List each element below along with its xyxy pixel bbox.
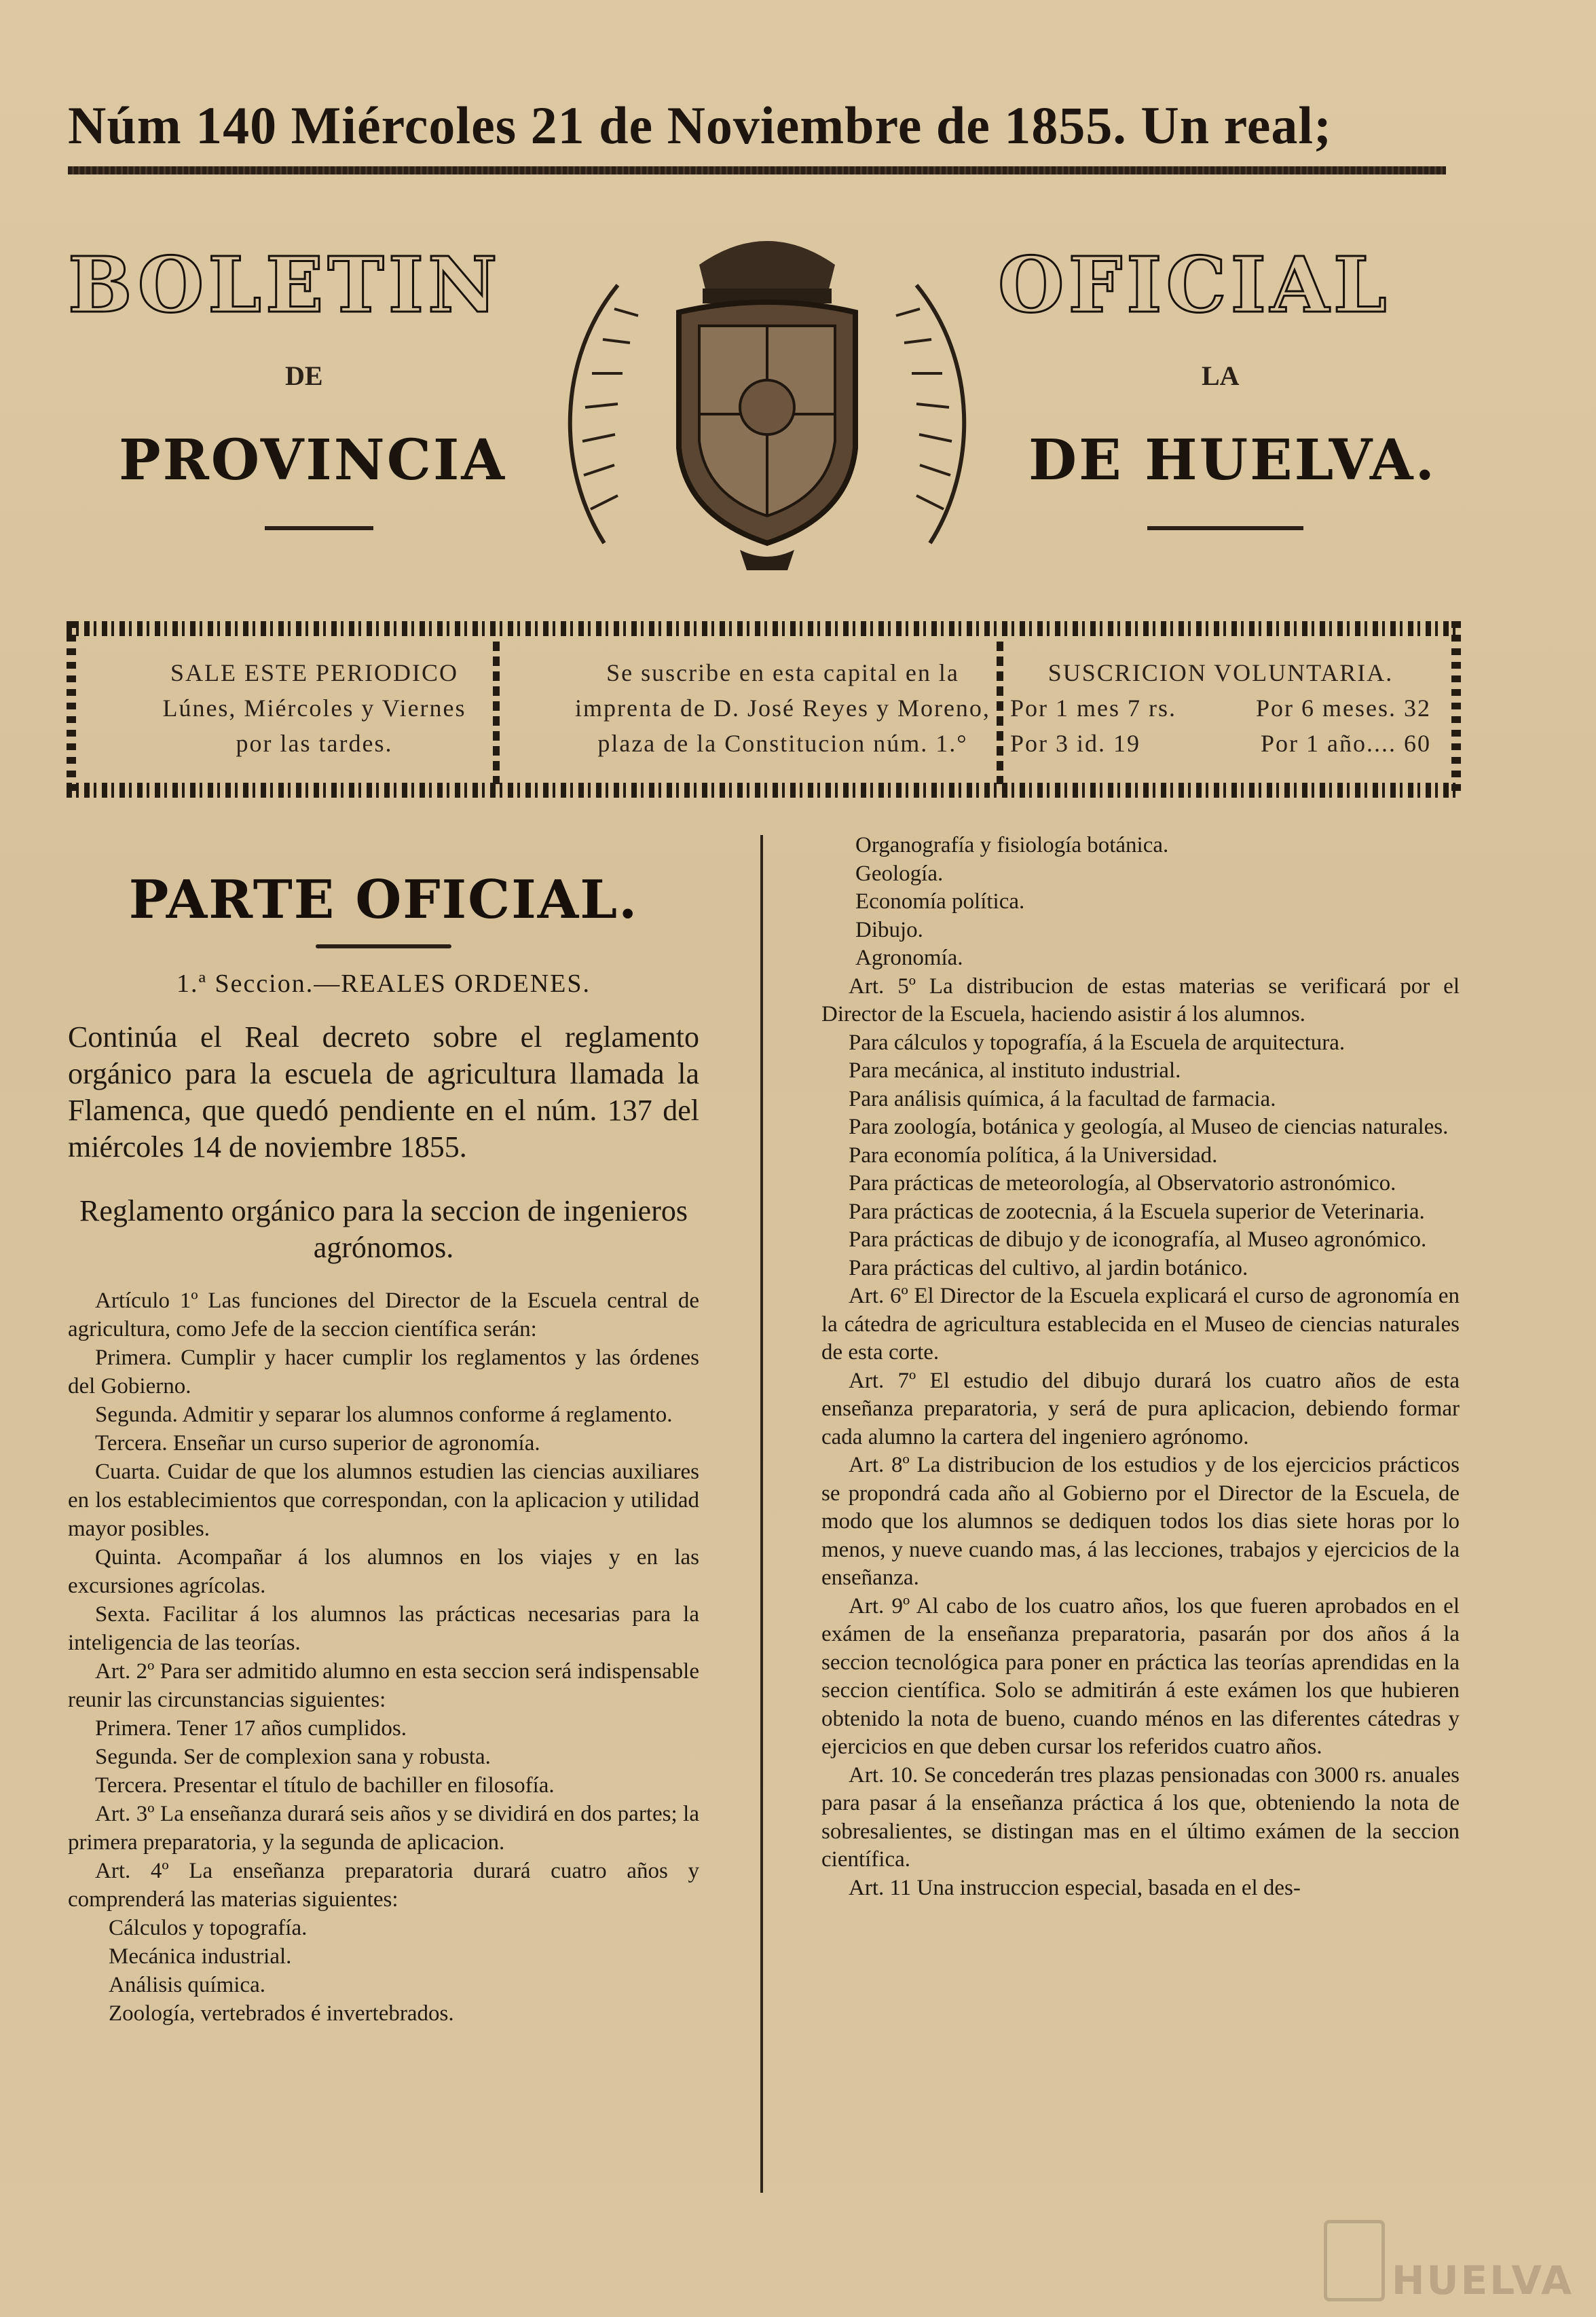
band-border-right bbox=[1451, 621, 1461, 798]
band-address-line: Se suscribe en esta capital en la bbox=[606, 659, 959, 686]
subject-item: Dibujo. bbox=[855, 917, 923, 942]
coat-of-arms-icon bbox=[530, 224, 1005, 577]
band-border-left bbox=[67, 621, 76, 798]
article-paragraph: Art. 9º Al cabo de los cuatro años, los que fueren aprobados en el exámen de la enseñanza preparatoria, pasarán por dos años á la seccion tecnológica para poner en práctica las teorías aprendidas en la seccion científica. Solo se admitirán á este exámen los que hubieren obtenido la nota de bueno, cuando ménos en las diferentes cátedras y ejercicios en que deben cursar los referidos cuatro años. bbox=[821, 1593, 1460, 1759]
band-schedule bbox=[94, 655, 535, 761]
article-paragraph: Para mecánica, al instituto industrial. bbox=[849, 1058, 1181, 1083]
article-paragraph: Primera. Tener 17 años cumplidos. bbox=[95, 1716, 407, 1741]
article-paragraph: Para economía política, á la Universidad. bbox=[849, 1143, 1218, 1168]
article-paragraph: Art. 5º La distribucion de estas materias se verificará por el Director de la Escuela, haciendo asistir á los alumnos. bbox=[821, 974, 1460, 1026]
subject-item: Mecánica industrial. bbox=[109, 1944, 292, 1969]
article-paragraph: Artículo 1º Las funciones del Director de la Escuela central de agricultura, como Jefe de la seccion científica serán: bbox=[68, 1289, 699, 1341]
article-paragraph: Segunda. Ser de complexion sana y robusta. bbox=[95, 1745, 491, 1769]
article-paragraph: Para análisis química, á la facultad de farmacia. bbox=[849, 1086, 1276, 1111]
price-1-month: Por 1 mes 7 rs. bbox=[1010, 694, 1176, 722]
band-schedule-line: Lúnes, Miércoles y Viernes bbox=[162, 694, 466, 722]
article-paragraph: Primera. Cumplir y hacer cumplir los reglamentos y las órdenes del Gobierno. bbox=[68, 1346, 699, 1398]
article-paragraph: Art. 10. Se concederán tres plazas pensionadas con 3000 rs. anuales para pasar á la enseñanza práctica á los que, obteniendo la nota de sobresalientes, se distingan mas en el último exámen de la seccion científica. bbox=[821, 1762, 1460, 1872]
article-paragraph: Sexta. Facilitar á los alumnos las prácticas necesarias para la inteligencia de las teorías. bbox=[68, 1602, 699, 1655]
article-paragraph: Art. 3º La enseñanza durará seis años y se dividirá en dos partes; la primera preparatoria, y la segunda de aplicacion. bbox=[68, 1802, 699, 1855]
title-ornament-left bbox=[265, 526, 373, 530]
article-paragraph: Art. 8º La distribucion de los estudios y de los ejercicios prácticos se propondrá cada año al Gobierno por el Director de la Escuela, de modo que los alumnos se dediquen todos los dias siete horas por lo menos, y nueve cuando mas, á las lecciones, trabajos y ejercicios de la enseñanza. bbox=[821, 1453, 1460, 1590]
subject-item: Zoología, vertebrados é invertebrados. bbox=[109, 2001, 454, 2026]
band-schedule-line: SALE ESTE PERIODICO bbox=[170, 659, 458, 686]
band-separator bbox=[997, 642, 1003, 784]
right-column bbox=[821, 832, 1460, 1902]
band-border-bottom bbox=[67, 783, 1461, 798]
article-paragraph: Para prácticas de dibujo y de iconografía, al Museo agronómico. bbox=[849, 1227, 1427, 1252]
band-border-top bbox=[67, 621, 1461, 636]
band-address bbox=[508, 655, 1058, 761]
article-paragraph: Para prácticas del cultivo, al jardin botánico. bbox=[849, 1255, 1248, 1280]
subscription-band bbox=[67, 621, 1461, 798]
band-address-line: imprenta de D. José Reyes y Moreno, bbox=[575, 694, 990, 722]
archive-watermark bbox=[1310, 2206, 1574, 2308]
regulation-title: Reglamento orgánico para la seccion de ingenieros agrónomos. bbox=[79, 1194, 688, 1264]
title-ornament-right bbox=[1147, 526, 1303, 530]
column-divider bbox=[760, 835, 763, 2193]
title-la: LA bbox=[1202, 360, 1240, 391]
subject-item: Organografía y fisiología botánica. bbox=[855, 833, 1169, 857]
price-6-months: Por 6 meses. 32 bbox=[1256, 694, 1431, 722]
intro-paragraph: Continúa el Real decreto sobre el reglamento orgánico para la escuela de agricultura llamada la Flamenca, que quedó pendiente en el núm. 137 del miércoles 14 de noviembre 1855. bbox=[68, 1020, 699, 1164]
section-subheading: 1.ª Seccion.—REALES ORDENES. bbox=[176, 969, 591, 998]
title-oficial: OFICIAL bbox=[998, 241, 1391, 330]
subject-item: Geología. bbox=[855, 861, 944, 886]
title-boletin: BOLETIN bbox=[68, 241, 502, 330]
subject-item: Análisis química. bbox=[109, 1973, 265, 1997]
article-paragraph: Tercera. Presentar el título de bachiller en filosofía. bbox=[95, 1773, 555, 1798]
subject-item: Economía política. bbox=[855, 889, 1025, 914]
article-paragraph: Art. 6º El Director de la Escuela explicará el curso de agronomía en la cátedra de agricultura establecida en el Museo de ciencias naturales de esta corte. bbox=[821, 1284, 1460, 1365]
band-price-row bbox=[1010, 726, 1431, 761]
title-provincia: PROVINCIA bbox=[119, 428, 506, 493]
watermark-text: HUELVA bbox=[1392, 2257, 1574, 2303]
heading-ornament bbox=[316, 944, 451, 948]
subject-item: Cálculos y topografía. bbox=[109, 1916, 308, 1940]
article-paragraph: Art. 11 Una instruccion especial, basada en el des- bbox=[849, 1875, 1301, 1900]
article-paragraph: Tercera. Enseñar un curso superior de agronomía. bbox=[95, 1431, 540, 1456]
masthead-rule bbox=[68, 166, 1446, 174]
band-address-line: plaza de la Constitucion núm. 1.° bbox=[597, 730, 968, 757]
band-schedule-line: por las tardes. bbox=[236, 730, 393, 757]
article-paragraph: Art. 2º Para ser admitido alumno en esta seccion será indispensable reunir las circunstancias siguientes: bbox=[68, 1659, 699, 1712]
masthead-line: Núm 140 Miércoles 21 de Noviembre de 1855. Un real; bbox=[68, 96, 1333, 155]
article-paragraph: Para zoología, botánica y geología, al Museo de ciencias naturales. bbox=[849, 1115, 1449, 1139]
title-huelva: DE HUELVA. bbox=[1028, 428, 1436, 493]
article-paragraph: Para prácticas de zootecnia, á la Escuela superior de Veterinaria. bbox=[849, 1199, 1425, 1224]
band-prices-title: SUSCRICION VOLUNTARIA. bbox=[1047, 659, 1394, 686]
price-1-year: Por 1 año.... 60 bbox=[1261, 730, 1431, 757]
price-3-months: Por 3 id. 19 bbox=[1010, 730, 1141, 757]
left-column bbox=[68, 842, 699, 2028]
subject-item: Agronomía. bbox=[855, 946, 963, 970]
watermark-logo-icon bbox=[1324, 2220, 1385, 2301]
article-paragraph: Quinta. Acompañar á los alumnos en los viajes y en las excursiones agrícolas. bbox=[68, 1545, 699, 1598]
section-heading: PARTE OFICIAL. bbox=[128, 869, 639, 931]
article-paragraph: Art. 7º El estudio del dibujo durará los cuatro años de esta enseñanza preparatoria, y será de pura aplicacion, debiendo formar cada alumno la cartera del ingeniero agrónomo. bbox=[821, 1368, 1460, 1449]
title-de: DE bbox=[285, 360, 323, 391]
band-separator bbox=[493, 642, 500, 784]
article-paragraph: Para prácticas de meteorología, al Observatorio astronómico. bbox=[849, 1171, 1396, 1195]
band-price-row bbox=[1010, 690, 1431, 726]
article-paragraph: Para cálculos y topografía, á la Escuela de arquitectura. bbox=[849, 1030, 1346, 1055]
band-prices bbox=[1010, 655, 1431, 761]
article-paragraph: Cuarta. Cuidar de que los alumnos estudien las ciencias auxiliares en los establecimientos que correspondan, con la aplicacion y utilidad mayor posibles. bbox=[68, 1460, 699, 1541]
article-paragraph: Segunda. Admitir y separar los alumnos conforme á reglamento. bbox=[95, 1403, 673, 1427]
article-paragraph: Art. 4º La enseñanza preparatoria durará cuatro años y comprenderá las materias siguientes: bbox=[68, 1859, 699, 1912]
